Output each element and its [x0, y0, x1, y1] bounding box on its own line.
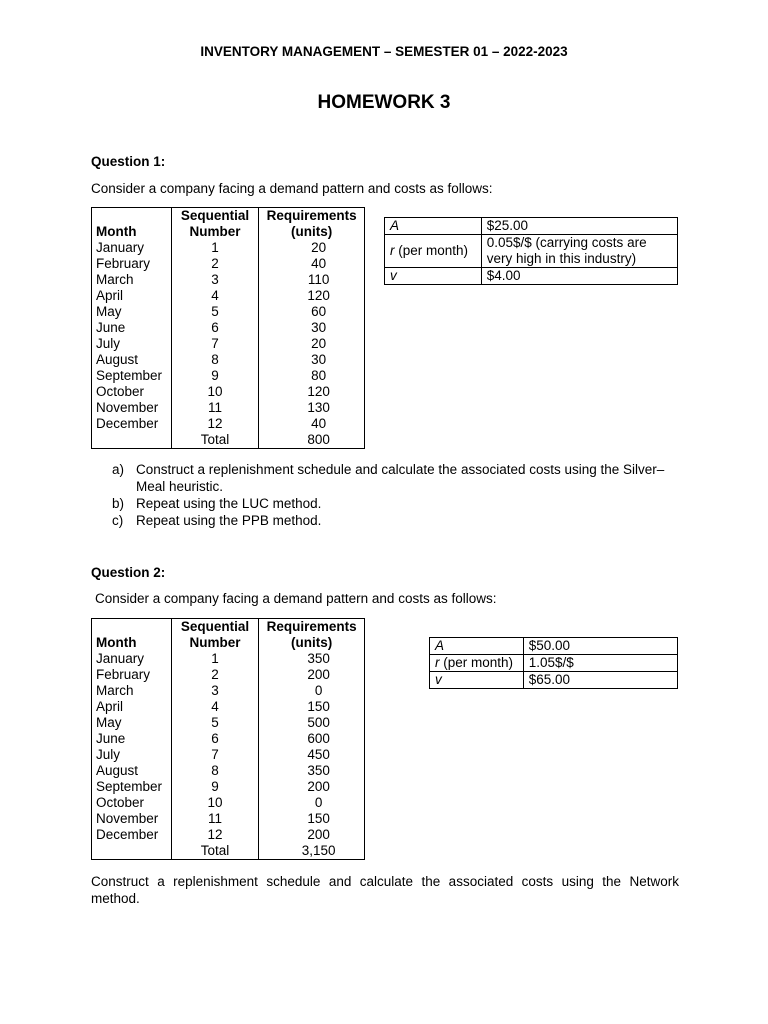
table-row — [92, 683, 365, 699]
req-cell: 20 — [259, 336, 365, 352]
total-row — [92, 432, 365, 449]
q2-cost-row-v — [430, 672, 678, 689]
req-cell: 600 — [259, 731, 365, 747]
table-row — [92, 699, 365, 715]
seq-cell: 9 — [171, 779, 259, 795]
table-row — [92, 400, 365, 416]
table-row — [92, 715, 365, 731]
table-row — [92, 795, 365, 811]
q2-cost-r-value: 1.05$/$ — [523, 655, 677, 672]
q2-col-seq: Sequential Number — [171, 619, 259, 652]
req-cell: 0 — [259, 683, 365, 699]
q2-cost-v-label: v — [430, 672, 524, 689]
seq-cell: 5 — [171, 715, 259, 731]
month-cell: June — [92, 320, 172, 336]
seq-cell: 11 — [171, 400, 259, 416]
month-cell: February — [92, 667, 172, 683]
total-label: Total — [171, 432, 259, 449]
seq-cell: 10 — [171, 795, 259, 811]
q1-cost-row-r — [385, 235, 678, 268]
req-cell: 110 — [259, 272, 365, 288]
table-row — [92, 779, 365, 795]
month-cell: July — [92, 747, 172, 763]
month-cell: December — [92, 416, 172, 432]
req-cell: 40 — [259, 256, 365, 272]
seq-cell: 2 — [171, 256, 259, 272]
q2-cost-table — [429, 637, 678, 689]
total-value: 3,150 — [259, 843, 365, 860]
seq-cell: 3 — [171, 683, 259, 699]
month-cell: September — [92, 368, 172, 384]
table-row — [92, 320, 365, 336]
total-row — [92, 843, 365, 860]
req-cell: 0 — [259, 795, 365, 811]
table-row — [92, 384, 365, 400]
req-cell: 120 — [259, 384, 365, 400]
q1-col-seq: Sequential Number — [171, 208, 259, 241]
total-empty-cell — [92, 432, 172, 449]
seq-cell: 7 — [171, 336, 259, 352]
seq-cell: 6 — [171, 731, 259, 747]
q2-cost-a-label: A — [430, 638, 524, 655]
req-cell: 40 — [259, 416, 365, 432]
seq-cell: 2 — [171, 667, 259, 683]
month-cell: October — [92, 384, 172, 400]
req-cell: 20 — [259, 240, 365, 256]
table-row — [92, 763, 365, 779]
month-cell: February — [92, 256, 172, 272]
q2-cost-a-value: $50.00 — [523, 638, 677, 655]
table-row — [92, 352, 365, 368]
month-cell: March — [92, 272, 172, 288]
seq-cell: 4 — [171, 699, 259, 715]
table-row — [92, 256, 365, 272]
q1-cost-row-a — [385, 218, 678, 235]
question-1-intro: Consider a company facing a demand pattern and costs as follows: — [91, 181, 493, 196]
month-cell: March — [92, 683, 172, 699]
table-row — [92, 747, 365, 763]
q1-cost-row-v — [385, 268, 678, 285]
seq-cell: 1 — [171, 240, 259, 256]
req-cell: 350 — [259, 763, 365, 779]
req-cell: 120 — [259, 288, 365, 304]
month-cell: September — [92, 779, 172, 795]
req-cell: 150 — [259, 811, 365, 827]
month-cell: April — [92, 699, 172, 715]
req-cell: 200 — [259, 667, 365, 683]
month-cell: November — [92, 811, 172, 827]
q1-demand-table — [91, 207, 365, 449]
month-cell: December — [92, 827, 172, 843]
req-cell: 450 — [259, 747, 365, 763]
table-row — [92, 368, 365, 384]
table-row — [92, 240, 365, 256]
q1-task-list — [112, 461, 682, 529]
q1-col-month: Month — [92, 208, 172, 241]
req-cell: 130 — [259, 400, 365, 416]
month-cell: April — [92, 288, 172, 304]
q1-task-b: b) Repeat using the LUC method. — [112, 496, 322, 511]
q1-cost-r-label: r (per month) — [385, 235, 482, 268]
seq-cell: 12 — [171, 416, 259, 432]
table-row — [92, 667, 365, 683]
q2-cost-row-a — [430, 638, 678, 655]
q2-col-month: Month — [92, 619, 172, 652]
question-2-title: Question 2: — [91, 565, 166, 580]
req-cell: 200 — [259, 827, 365, 843]
seq-cell: 4 — [171, 288, 259, 304]
req-cell: 150 — [259, 699, 365, 715]
q2-col-req: Requirements (units) — [259, 619, 365, 652]
total-value: 800 — [259, 432, 365, 449]
table-row — [92, 304, 365, 320]
q1-cost-v-label: v — [385, 268, 482, 285]
question-2-intro: Consider a company facing a demand pattern and costs as follows: — [95, 591, 497, 606]
table-row — [92, 288, 365, 304]
table-row — [92, 272, 365, 288]
seq-cell: 6 — [171, 320, 259, 336]
table-row — [92, 336, 365, 352]
seq-cell: 12 — [171, 827, 259, 843]
course-header: INVENTORY MANAGEMENT – SEMESTER 01 – 2022-2023 — [200, 44, 568, 59]
req-cell: 350 — [259, 651, 365, 667]
seq-cell: 1 — [171, 651, 259, 667]
month-cell: May — [92, 304, 172, 320]
q1-cost-v-value: $4.00 — [481, 268, 677, 285]
req-cell: 60 — [259, 304, 365, 320]
table-row — [92, 811, 365, 827]
req-cell: 500 — [259, 715, 365, 731]
req-cell: 30 — [259, 320, 365, 336]
month-cell: June — [92, 731, 172, 747]
q2-cost-r-label: r (per month) — [430, 655, 524, 672]
month-cell: October — [92, 795, 172, 811]
seq-cell: 11 — [171, 811, 259, 827]
q1-cost-a-value: $25.00 — [481, 218, 677, 235]
q2-cost-v-value: $65.00 — [523, 672, 677, 689]
req-cell: 80 — [259, 368, 365, 384]
seq-cell: 5 — [171, 304, 259, 320]
month-cell: May — [92, 715, 172, 731]
q2-cost-row-r — [430, 655, 678, 672]
question-1-title: Question 1: — [91, 154, 166, 169]
seq-cell: 10 — [171, 384, 259, 400]
month-cell: August — [92, 763, 172, 779]
total-label: Total — [171, 843, 259, 860]
q1-task-a: a) Construct a replenishment schedule and calculate the associated costs using the Silver–Meal heuristic. — [112, 462, 665, 494]
q2-demand-table — [91, 618, 365, 860]
month-cell: January — [92, 240, 172, 256]
table-row — [92, 416, 365, 432]
seq-cell: 7 — [171, 747, 259, 763]
req-cell: 200 — [259, 779, 365, 795]
table-row — [92, 651, 365, 667]
q1-cost-a-label: A — [385, 218, 482, 235]
table-row — [92, 731, 365, 747]
month-cell: January — [92, 651, 172, 667]
seq-cell: 8 — [171, 352, 259, 368]
table-row — [92, 827, 365, 843]
req-cell: 30 — [259, 352, 365, 368]
q1-cost-table — [384, 217, 678, 285]
q1-task-c: c) Repeat using the PPB method. — [112, 513, 322, 528]
seq-cell: 9 — [171, 368, 259, 384]
q1-col-req: Requirements (units) — [259, 208, 365, 241]
seq-cell: 3 — [171, 272, 259, 288]
total-empty-cell — [92, 843, 172, 860]
q1-cost-r-value: 0.05$/$ (carrying costs are very high in this industry) — [481, 235, 677, 268]
month-cell: July — [92, 336, 172, 352]
q2-task: Construct a replenishment schedule and calculate the associated costs using the Network method. — [91, 874, 679, 906]
homework-title: HOMEWORK 3 — [317, 92, 451, 113]
month-cell: November — [92, 400, 172, 416]
month-cell: August — [92, 352, 172, 368]
seq-cell: 8 — [171, 763, 259, 779]
